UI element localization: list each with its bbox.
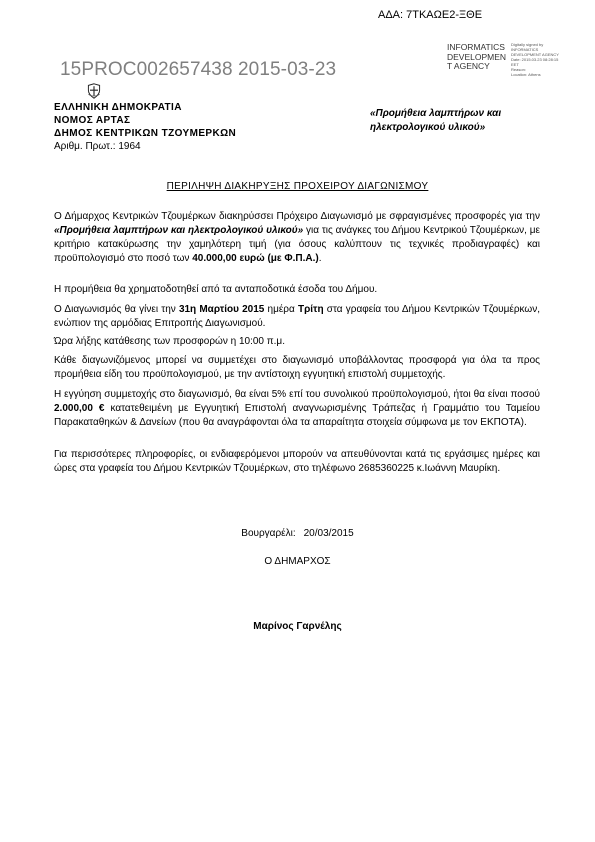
issuer-line: ΝΟΜΟΣ ΑΡΤΑΣ [54,115,131,126]
text-run: 31η Μαρτίου 2015 [178,304,265,315]
signing-agency-line: INFORMATICS [447,42,505,52]
document-heading: ΠΕΡΙΛΗΨΗ ΔΙΑΚΗΡΥΞΗΣ ΠΡΟΧΕΙΡΟΥ ΔΙΑΓΩΝΙΣΜΟΥ [166,181,429,192]
text-run: κατατεθειμένη με Εγγυητική Επιστολή αναγνωρισμένης Τράπεζας ή Γραμμάτιο του Ταμείου Παρακαταθηκών & Δανείων (που θα αναγράφονται όλα τα απαραίτητα στοιχεία σύμφωνα με τον ΕΚΠΟΤΑ). [54,403,541,428]
protocol-number [54,141,141,152]
place-date [0,528,595,539]
signature-line: EET [511,62,519,67]
mayor-name: Μαρίνος Γαρνέλης [253,621,342,632]
signature-line: INFORMATICS [511,47,539,52]
text-run: στα γραφεία του Δήμου Κεντρικών Τζουμέρκων, ενώπιον της αρμόδιας Επιτροπής Διαγωνισμού. [54,304,540,329]
signature-line: Digitally signed by [511,42,544,47]
signing-agency-line: DEVELOPMEN [447,51,507,62]
issuer-line: ΕΛΛΗΝΙΚΗ ΔΗΜΟΚΡΑΤΙΑ [54,102,182,113]
paragraph [54,303,540,331]
text-run: «Προμήθεια λαμπτήρων και ηλεκτρολογικού υλικού» [54,225,304,236]
signing-agency-line: T AGENCY [447,61,490,71]
protocol-label: Αριθμ. Πρωτ.: [54,141,116,152]
text-run: για τις ανάγκες του Δήμου Κεντρικού Τζουμέρκων, με κριτήριο κατακύρωσης την χαμηλότερη τιμή (για όσους καλύπτουν τις τεχνικές προδιαγραφές) και προϋπολογισμό στο ποσό των [54,225,540,264]
signature-line: Date: 2015.03.23 08:28:15 [511,57,559,62]
mayor-title: Ο ΔΗΜΑΡΧΟΣ [264,556,331,567]
signature-line: Location: Athens [511,72,541,77]
text-run: 40.000,00 ευρώ (με Φ.Π.Α.) [192,253,319,264]
digital-signature-details [511,42,581,77]
text-run: . [318,253,322,264]
text-run: Ο Δήμαρχος Κεντρικών Τζουμέρκων διακηρύσσει Πρόχειρο Διαγωνισμό με σφραγισμένες προσφορές για την [54,211,540,222]
paragraph [54,388,540,430]
signature-line: Reason: [511,67,526,72]
signing-agency [447,43,506,72]
protocol-value: 1964 [118,141,141,152]
issuer-block [54,101,236,140]
text-run: Η εγγύηση συμμετοχής στο διαγωνισμό, θα είναι 5% επί του συνολικού προϋπολογισμού, ήτοι θα είναι ποσού [54,389,540,400]
paragraph: Ώρα λήξης κατάθεσης των προσφορών η 10:00 π.μ. [54,336,285,347]
paragraph: Κάθε διαγωνιζόμενος μπορεί να συμμετέχει στο διαγωνισμό υποβάλλοντας προσφορά για όλα τα προς προμήθεια είδη του προϋπολογισμού, με την αντίστοιχη εγγυητική επιστολή συμμετοχής. [54,355,540,380]
document-watermark: 15PROC002657438 2015-03-23 [60,59,337,80]
greek-emblem-icon [86,83,102,99]
text-run: 2.000,00 € [54,403,105,414]
ada-code: ΑΔΑ: 7ΤΚΑΩΕ2-ΞΘΕ [378,9,483,21]
document-subject: «Προμήθεια λαμπτήρων και ηλεκτρολογικού υλικού» [370,108,502,133]
issuer-line: ΔΗΜΟΣ ΚΕΝΤΡΙΚΩΝ ΤΖΟΥΜΕΡΚΩΝ [54,128,237,139]
signing-date: 20/03/2015 [303,528,354,539]
text-run: Ο Διαγωνισμός θα γίνει την [54,304,179,315]
signature-line: DEVELOPMENT AGENCY [511,52,559,57]
place-label: Βουργαρέλι: [241,528,296,539]
paragraph: Για περισσότερες πληροφορίες, οι ενδιαφερόμενοι μπορούν να απευθύνονται κατά τις εργάσιμες ημέρες και ώρες στα γραφεία του Δήμου Κεντρικών Τζουμέρκων, στο τηλέφωνο 2685360225 κ.Ιωάννη Μαυρίκη. [54,449,540,474]
paragraph [54,210,540,266]
text-run: Τρίτη [297,304,324,315]
paragraph: Η προμήθεια θα χρηματοδοτηθεί από τα ανταποδοτικά έσοδα του Δήμου. [54,284,378,295]
text-run: ημέρα [264,304,298,315]
